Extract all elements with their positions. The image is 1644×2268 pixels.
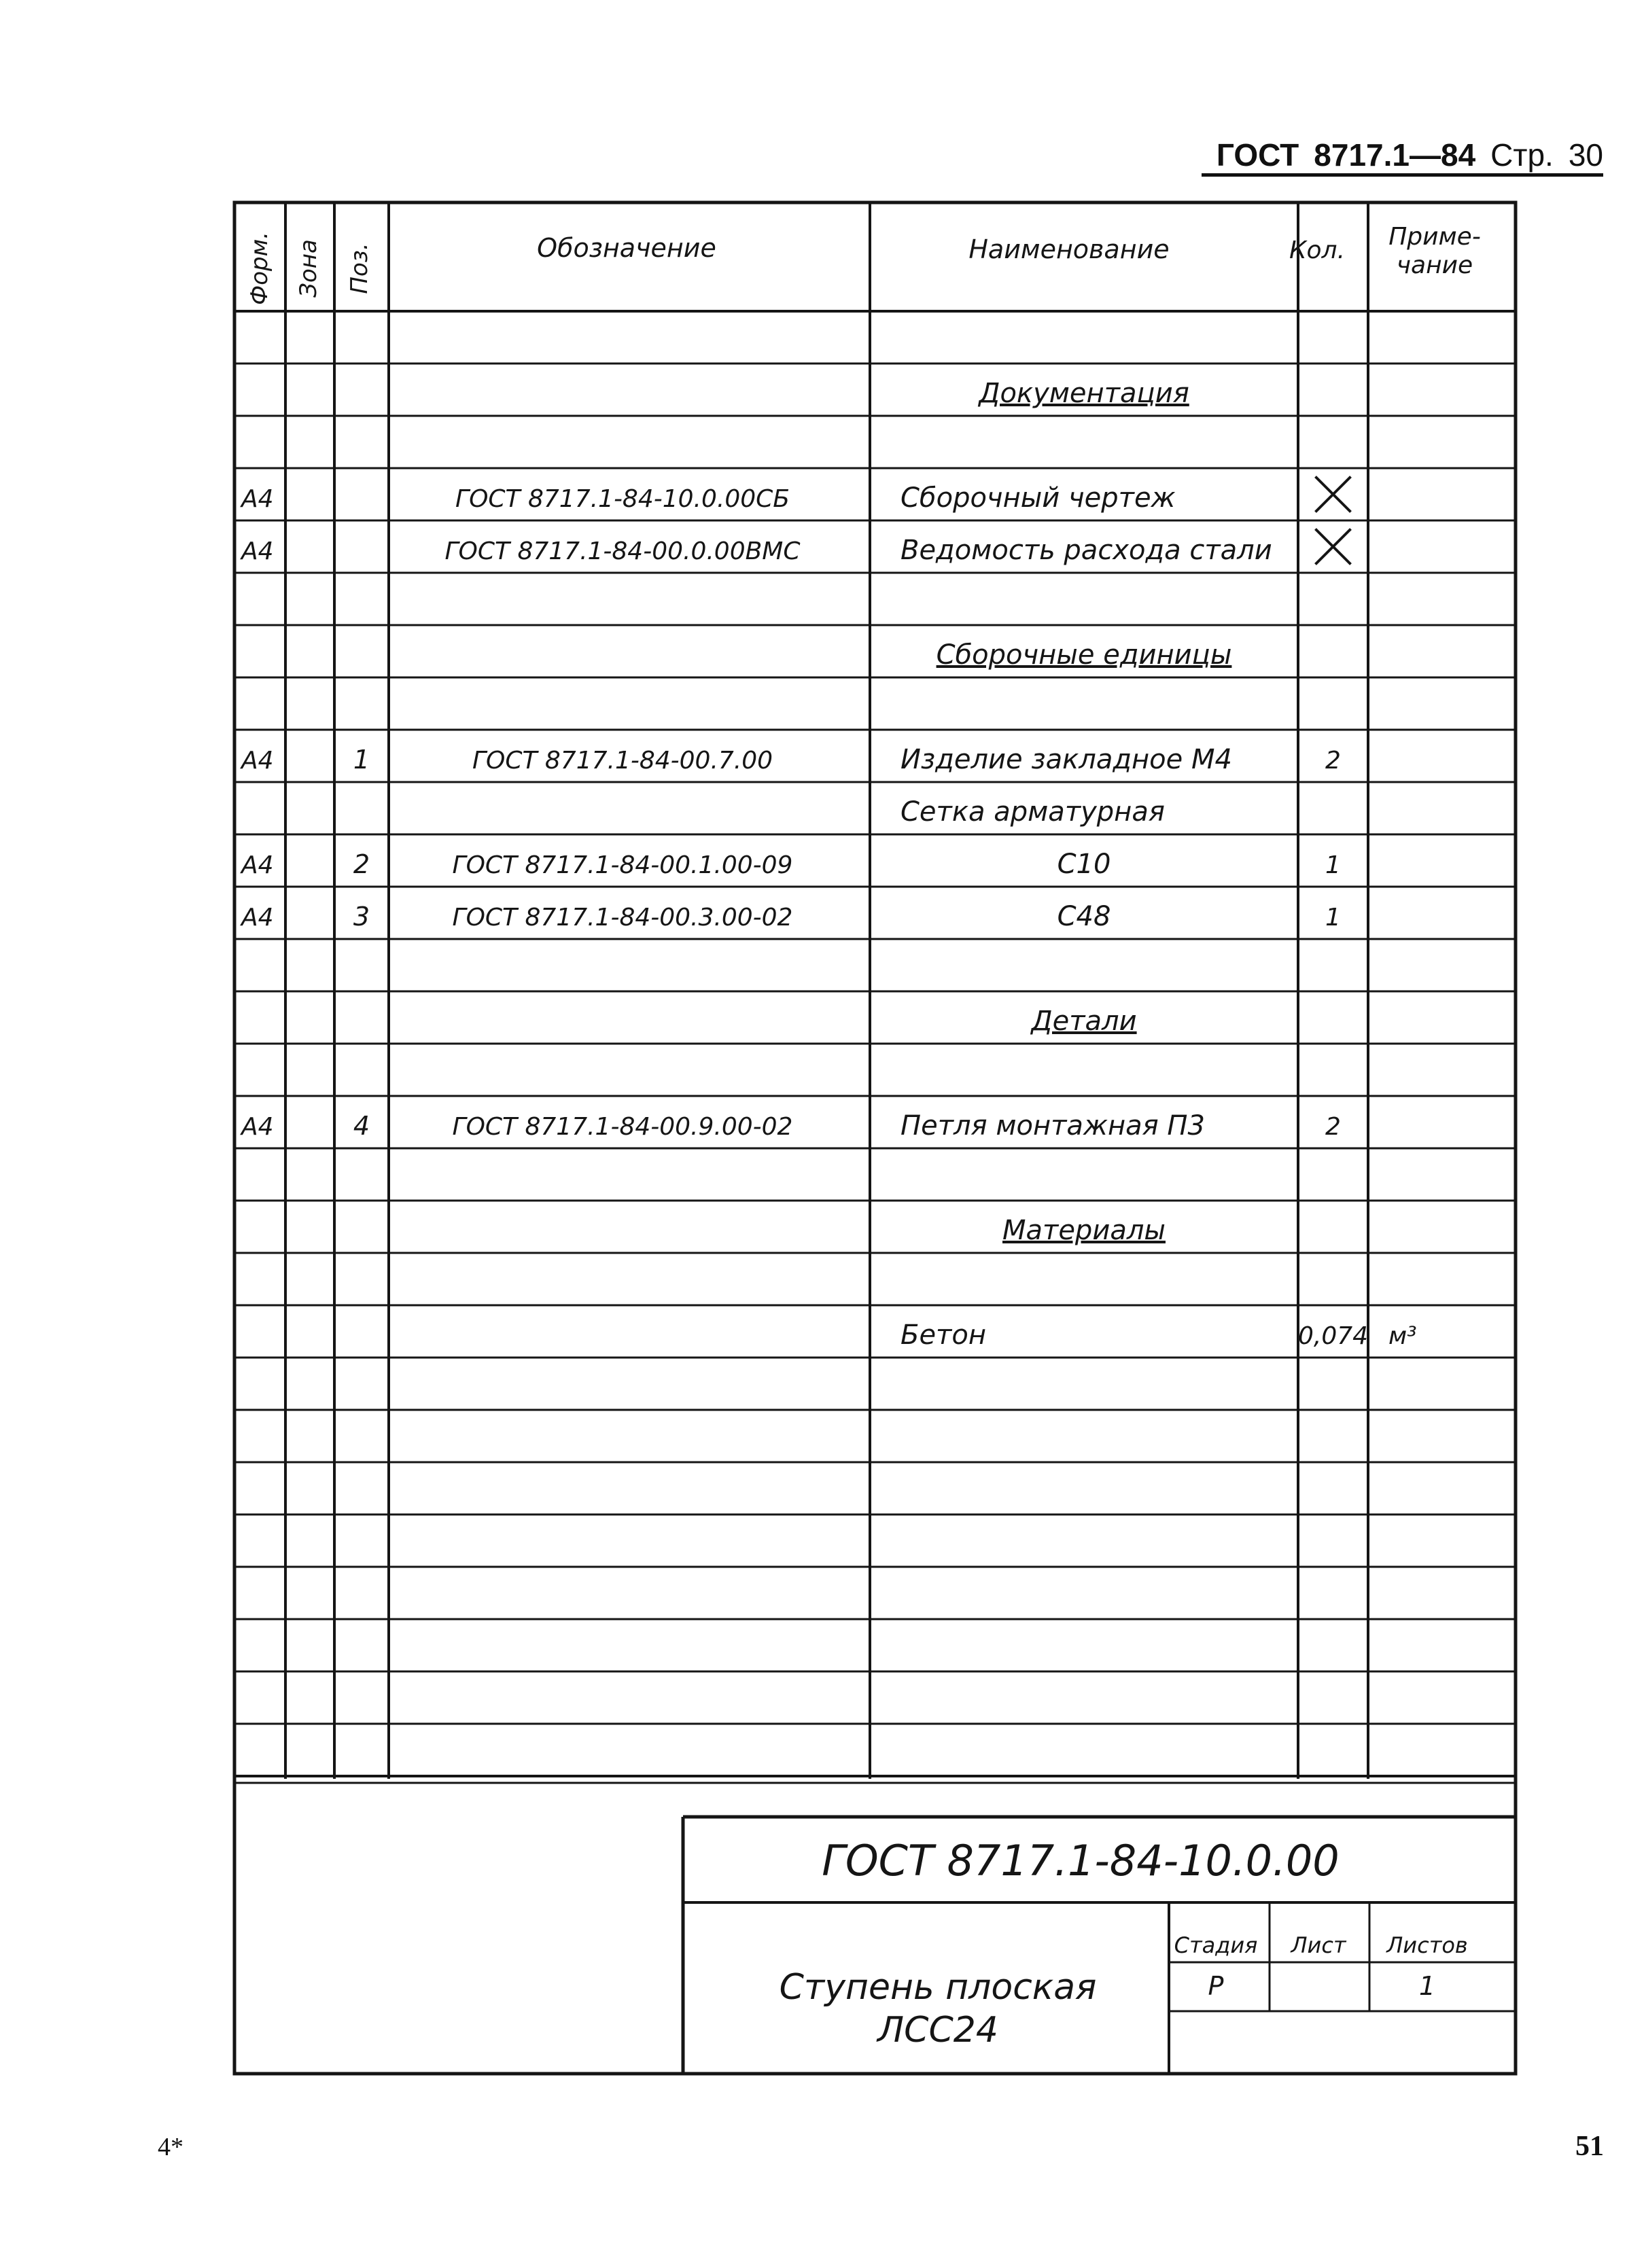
col-header-note-line2: чание: [1396, 251, 1473, 279]
section-heading-row: [1002, 1215, 1166, 1246]
cell-pos: 4: [353, 1111, 370, 1141]
col-header-note-line1: Приме-: [1388, 223, 1481, 251]
table-row: [240, 849, 1341, 880]
title-block-stage-label: Стадия: [1174, 1932, 1258, 1958]
cell-format: А4: [241, 485, 274, 513]
section-heading: Сборочные единицы: [936, 639, 1232, 671]
cell-qty: 2: [1325, 1113, 1341, 1141]
cell-qty: 2: [1325, 747, 1341, 775]
cell-format: А4: [241, 537, 274, 565]
col-header-format: Форм.: [246, 231, 273, 306]
cell-qty: 1: [1325, 904, 1341, 932]
cell-name: Сетка арматурная: [900, 796, 1165, 828]
title-block-sheet-label: Лист: [1291, 1932, 1346, 1958]
cell-name: Сборочный чертеж: [900, 482, 1176, 514]
cell-name: Петля монтажная П3: [900, 1110, 1205, 1141]
cross-mark-icon: [1316, 529, 1351, 565]
cell-designation: ГОСТ 8717.1-84-00.3.00-02: [452, 904, 793, 932]
cell-format: А4: [241, 904, 274, 932]
col-header-qty: Кол.: [1289, 236, 1346, 264]
table-row: [240, 744, 1341, 775]
col-header-designation: Обозначение: [537, 233, 716, 263]
section-heading-row: [1030, 1006, 1136, 1037]
cell-format: А4: [241, 747, 274, 775]
cell-pos: 3: [353, 902, 370, 932]
section-heading-row: [937, 639, 1232, 671]
section-heading: Материалы: [1002, 1215, 1166, 1246]
page-number: 30: [1568, 137, 1603, 173]
table-row: [240, 1110, 1341, 1141]
standard-label: ГОСТ: [1216, 137, 1299, 173]
col-header-name: Наименование: [968, 234, 1170, 264]
table-row: [900, 796, 1165, 828]
title-block-designation: ГОСТ 8717.1-84-10.0.00: [822, 1836, 1340, 1885]
cell-designation: ГОСТ 8717.1-84-00.9.00-02: [452, 1113, 793, 1141]
cross-mark-icon: [1316, 477, 1351, 512]
cell-format: А4: [241, 1113, 274, 1141]
section-heading-row: [977, 378, 1189, 409]
footer-left-mark: 4*: [158, 2133, 183, 2161]
cell-designation: ГОСТ 8717.1-84-10.0.00СБ: [455, 485, 790, 513]
cell-designation: ГОСТ 8717.1-84-00.7.00: [472, 747, 773, 775]
cell-note: м³: [1388, 1322, 1417, 1350]
footer-page-number: 51: [1575, 2131, 1604, 2162]
cell-pos: 2: [353, 849, 370, 879]
cell-pos: 1: [353, 745, 370, 775]
table-row: [240, 529, 1351, 567]
cell-name: Ведомость расхода стали: [900, 535, 1272, 566]
table-rows: [240, 378, 1417, 1351]
section-heading: Детали: [1031, 1006, 1137, 1037]
section-heading: Документация: [979, 378, 1189, 409]
cell-name: С48: [1057, 901, 1111, 932]
table-row: [240, 901, 1341, 932]
title-block-stage-value: Р: [1208, 1971, 1224, 2001]
cell-name: С10: [1057, 849, 1111, 880]
cell-name: Изделие закладное М4: [900, 744, 1232, 775]
cell-designation: ГОСТ 8717.1-84-00.1.00-09: [452, 851, 793, 879]
title-block-name-line2: ЛСС24: [877, 2010, 998, 2051]
cell-designation: ГОСТ 8717.1-84-00.0.00ВМС: [444, 537, 801, 565]
table-row: [240, 477, 1351, 514]
col-header-zone: Зона: [295, 239, 322, 298]
title-block-sheets-value: 1: [1418, 1971, 1436, 2001]
table-row: [900, 1319, 1417, 1351]
cell-format: А4: [241, 851, 274, 879]
title-block-name-line1: Ступень плоская: [779, 1967, 1097, 2008]
cell-qty: 1: [1325, 851, 1341, 879]
col-header-pos: Поз.: [346, 243, 373, 294]
page-label: Стр.: [1490, 137, 1554, 173]
cell-name: Бетон: [900, 1319, 986, 1351]
standard-number: 8717.1—84: [1314, 137, 1476, 173]
cell-qty: 0,074: [1297, 1322, 1369, 1350]
title-block-sheets-label: Листов: [1386, 1932, 1468, 1958]
